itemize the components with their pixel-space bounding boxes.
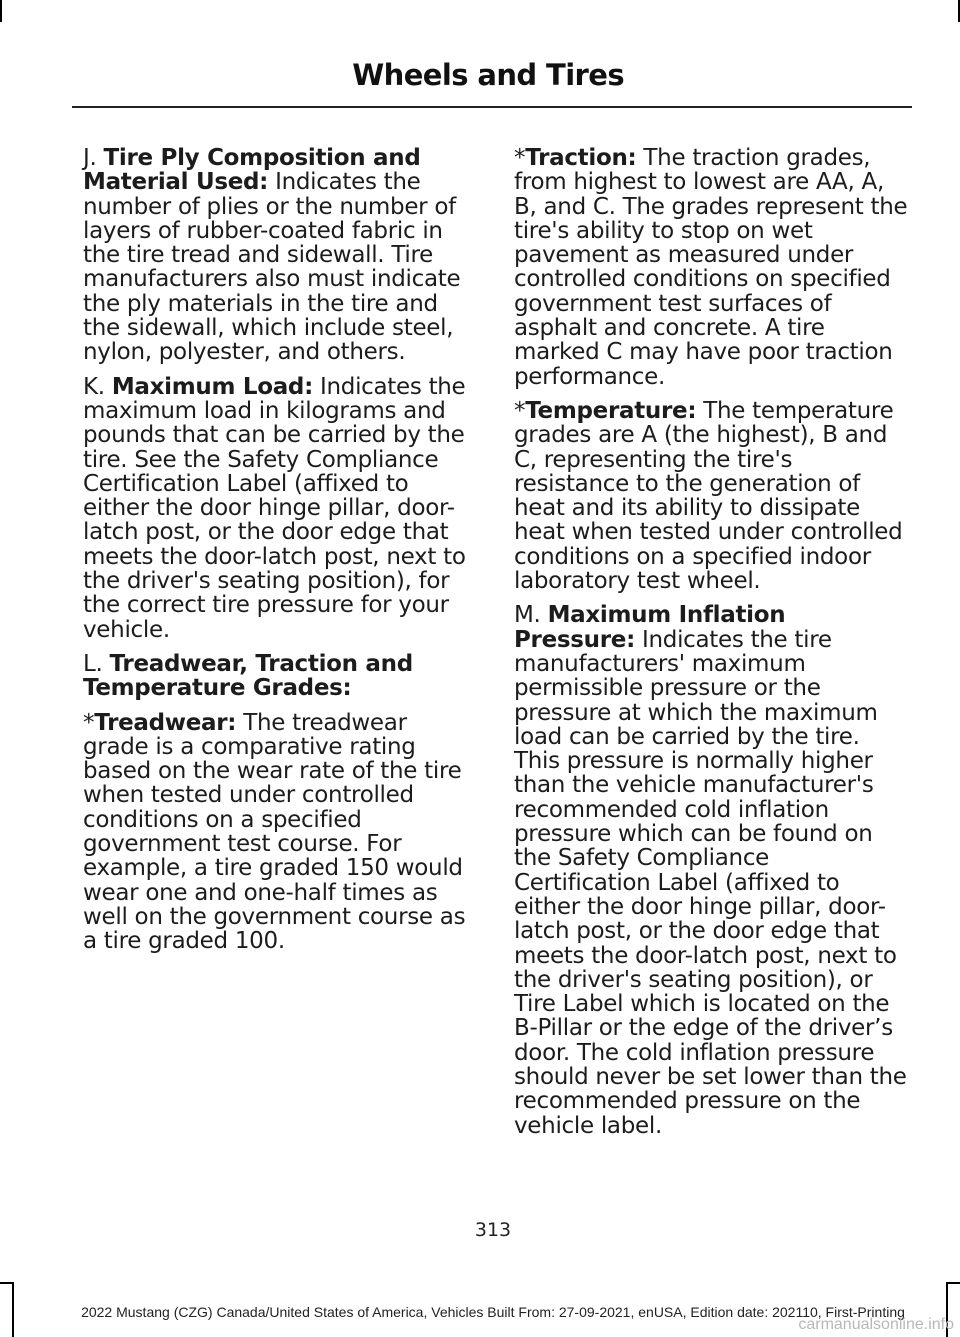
term-label: Traction: (525, 145, 637, 171)
watermark: carmanualsonline.info (798, 1316, 954, 1333)
item-prefix: K. (83, 373, 112, 400)
paragraph-max-inflation (514, 603, 909, 1138)
section-title: Wheels and Tires (352, 58, 624, 92)
paragraph-traction (514, 146, 909, 389)
crop-mark-top-left (0, 0, 2, 22)
footer-edition-info: 2022 Mustang (CZG) Canada/United States of America, Vehicles Built From: 27-09-2021, enUSA, Edition date: 202110, First-Printing (81, 1304, 905, 1320)
paragraph-text: Indicates the number of plies or the number of layers of rubber-coated fabric in the tire tread and sidewall. Tire manufacturers also must indicate the ply materials in the tire and the sidewall, which include steel, nylon, polyester, and others. (83, 169, 461, 366)
item-prefix: J. (83, 145, 104, 171)
paragraph-text: The temperature grades are A (the highest), B and C, representing the tire's resistance to the generation of heat and its ability to dissipate heat when tested under controlled conditions on a specified indoor laboratory test wheel. (514, 397, 903, 595)
crop-mark-bottom-right (946, 1282, 960, 1284)
paragraph-text: The treadwear grade is a comparative rating based on the wear rate of the tire when tested under controlled conditions on a specified government test course. For example, a tire graded 150 would wear one and one-half times as well on the government course as a tire graded 100. (83, 709, 466, 955)
item-prefix: * (514, 397, 526, 424)
paragraph-grades-heading (83, 652, 478, 701)
paragraph-temperature (514, 399, 909, 593)
paragraph-text: The traction grades, from highest to lowest are AA, A, B, and C. The grades represent the tire's ability to stop on wet pavement as measured under controlled conditions on specified government test surfaces of asphalt and concrete. A tire marked C may have poor traction performance. (514, 145, 908, 390)
paragraph-text: Indicates the maximum load in kilograms and pounds that can be carried by the tire. See the Safety Compliance Certification Label (affixed to either the door hinge pillar, door-latch post, or the door edge that meets the door-latch post, next to the driver's seating position), for the correct tire pressure for your vehicle. (83, 373, 466, 643)
item-prefix: * (514, 145, 526, 171)
paragraph-tire-ply (83, 146, 478, 365)
right-column (514, 146, 909, 1148)
header-divider (72, 106, 912, 108)
left-column (83, 146, 478, 964)
term-label: Temperature: (525, 397, 697, 424)
term-label: Tire Ply Composition and Material Used: (83, 145, 421, 196)
paragraph-treadwear (83, 711, 478, 954)
item-prefix: * (83, 709, 95, 736)
paragraph-maximum-load (83, 375, 478, 642)
term-label: Maximum Inflation Pressure: (514, 602, 786, 653)
page-number: 313 (474, 1219, 512, 1241)
term-label: Maximum Load: (111, 373, 313, 400)
item-prefix: L. (83, 650, 110, 677)
term-label: Treadwear, Traction and Temperature Grades: (83, 650, 413, 702)
item-prefix: M. (514, 602, 548, 629)
term-label: Treadwear: (94, 709, 237, 736)
paragraph-text: Indicates the tire manufacturers' maximum permissible pressure or the pressure at which the maximum load can be carried by the tire. This pressure is normally higher than the vehicle manufacturer's recommended cold inflation pressure which can be found on the Safety Compliance Certification Label (affixed to either the door hinge pillar, door-latch post, or the door edge that meets the door-latch post, next to the driver's seating position), or Tire Label which is located on the B-Pillar or the edge of the driver’s door. The cold inflation pressure should never be set lower than the recommended pressure on the vehicle label. (514, 626, 907, 1139)
